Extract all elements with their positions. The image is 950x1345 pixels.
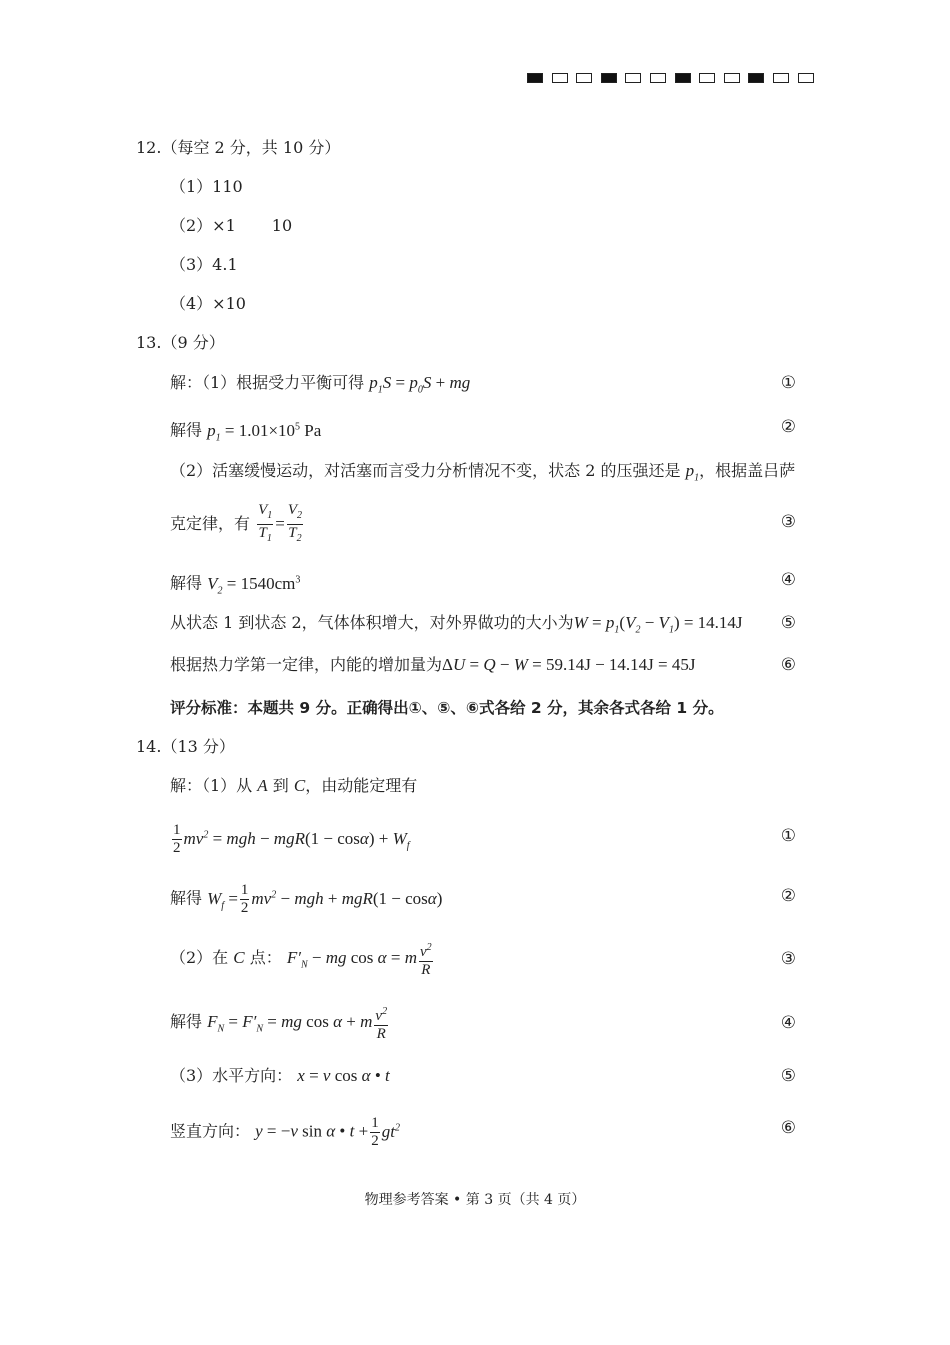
q12-answer-3: （3）4.1 xyxy=(170,255,238,274)
q14-line-4-text: 解得 xyxy=(170,1012,203,1031)
q14-line-1-text-c: ，由动能定理有 xyxy=(305,776,418,795)
q14-mark-2: ② xyxy=(780,886,796,906)
page-footer: 物理参考答案 • 第 3 页（共 4 页） xyxy=(364,1192,586,1208)
q14-line-3-text-b: 点： xyxy=(249,948,282,967)
q14-mark-1: ① xyxy=(780,826,796,846)
q13-line-6-text: 从状态 1 到状态 2，气体体积增大，对外界做功的大小为 xyxy=(170,613,574,632)
q13-line-4: 克定律，有 $\frac{V_1}{T_1}$ = $\frac{V_2}{T_2}$ xyxy=(170,502,303,544)
q14-line-3: （2）在 C 点： $F'_N$ − mg cos α = m $\frac{v^2}{R}$ xyxy=(170,938,435,985)
q13-grading: 评分标准：本题共 9 分。正确得出①、⑤、⑥式各给 2 分，其余各式各给 1 分。 xyxy=(170,699,724,717)
q14-line-5-text: （3）水平方向： xyxy=(170,1066,293,1085)
q13-line-3-text-b: ，根据盖吕萨 xyxy=(699,461,796,480)
header-square-7 xyxy=(675,73,691,83)
q13-line-5-text: 解得 xyxy=(170,573,203,593)
header-square-11 xyxy=(773,73,789,83)
header-square-8 xyxy=(699,73,715,83)
q14-title: 14.（13 分） xyxy=(136,737,235,756)
q13-mark-3: ③ xyxy=(780,512,796,532)
q12-answer-2 xyxy=(170,216,292,236)
header-square-3 xyxy=(576,73,592,83)
q12-answer-2b: 10 xyxy=(271,216,293,235)
q13-equation-1: $p_1S = p_0S$ + mg xyxy=(369,373,471,396)
q13-line-5: 解得 $V_2 = 1540cm^3$ xyxy=(170,573,301,597)
q13-line-6: 从状态 1 到状态 2，气体体积增大，对外界做功的大小为$W = p_1(V_2 - V_1) = 14.14J$ xyxy=(170,613,743,636)
q13-title: 13.（9 分） xyxy=(136,333,225,352)
q13-line-3: （2）活塞缓慢运动，对活塞而言受力分析情况不变，状态 2 的压强还是 $p_1$，根据盖吕萨 xyxy=(170,461,796,484)
q13-line-7: 根据热力学第一定律，内能的增加量为ΔU = Q − W = 59.14J − 14.14J = 45J xyxy=(170,655,696,674)
q13-mark-1: ① xyxy=(780,373,796,393)
q13-line-1-text: 解：（1）根据受力平衡可得 xyxy=(170,373,365,392)
q13-mark-5: ⑤ xyxy=(780,613,796,633)
header-square-2 xyxy=(552,73,568,83)
q14-mark-4: ④ xyxy=(780,1013,796,1033)
header-square-4 xyxy=(601,73,617,83)
q13-line-2-text: 解得 xyxy=(170,420,203,440)
q14-equation-1: $\frac{1}{2}$ $mv^2$ = mgh − $mgR(1 - \cos\alpha) + W_f$ xyxy=(173,821,410,856)
q14-line-1-text-a: 解：（1）从 xyxy=(170,776,253,795)
q13-line-2 xyxy=(170,417,321,448)
q13-mark-2: ② xyxy=(780,417,796,437)
header-square-10 xyxy=(748,73,764,83)
q13-line-1 xyxy=(170,373,470,400)
q14-line-1-text-b: 到 xyxy=(272,776,289,795)
q14-line-2: 解得 $W_f$ = $\frac{1}{2}$ $mv^2$ − mgh + mgR(1 − cosα) xyxy=(170,881,443,916)
q12-answer-1: （1）110 xyxy=(170,177,243,196)
q14-mark-3: ③ xyxy=(780,949,796,969)
q12-answer-2a: （2）×1 xyxy=(170,216,236,235)
q14-line-5: （3）水平方向： x = v cos α • t xyxy=(170,1066,390,1085)
q14-line-6-text: 竖直方向： xyxy=(170,1121,251,1141)
q14-line-6: 竖直方向： y = −v sin α • t + $\frac{1}{2}$ $gt^2$ xyxy=(170,1114,400,1149)
q14-mark-5: ⑤ xyxy=(780,1066,796,1086)
q13-mark-6: ⑥ xyxy=(780,655,796,675)
header-square-9 xyxy=(724,73,740,83)
q13-line-4-text: 克定律，有 xyxy=(170,514,251,533)
q13-equation-2: $p_1 = 1.01\times 10^5$ Pa xyxy=(207,420,322,444)
q14-line-1: 解：（1）从 A 到 C，由动能定理有 xyxy=(170,776,418,795)
q14-line-4: 解得 $F_N = F'_N$ = mg cos α + m $\frac{v^2}{R}$ xyxy=(170,1002,390,1049)
q12-title: 12.（每空 2 分，共 10 分） xyxy=(136,138,341,157)
q12-answer-4: （4）×10 xyxy=(170,294,246,313)
q13-mark-4: ④ xyxy=(780,570,796,590)
header-square-pattern xyxy=(527,73,822,83)
header-square-6 xyxy=(650,73,666,83)
q13-line-7-text: 根据热力学第一定律，内能的增加量为 xyxy=(170,655,443,674)
q14-mark-6: ⑥ xyxy=(780,1118,796,1138)
header-square-12 xyxy=(798,73,814,83)
q14-line-2-text: 解得 xyxy=(170,888,203,908)
q13-line-3-text: （2）活塞缓慢运动，对活塞而言受力分析情况不变，状态 2 的压强还是 xyxy=(170,461,681,480)
header-square-1 xyxy=(527,73,543,83)
header-square-5 xyxy=(625,73,641,83)
q14-line-3-text-a: （2）在 xyxy=(170,948,229,967)
